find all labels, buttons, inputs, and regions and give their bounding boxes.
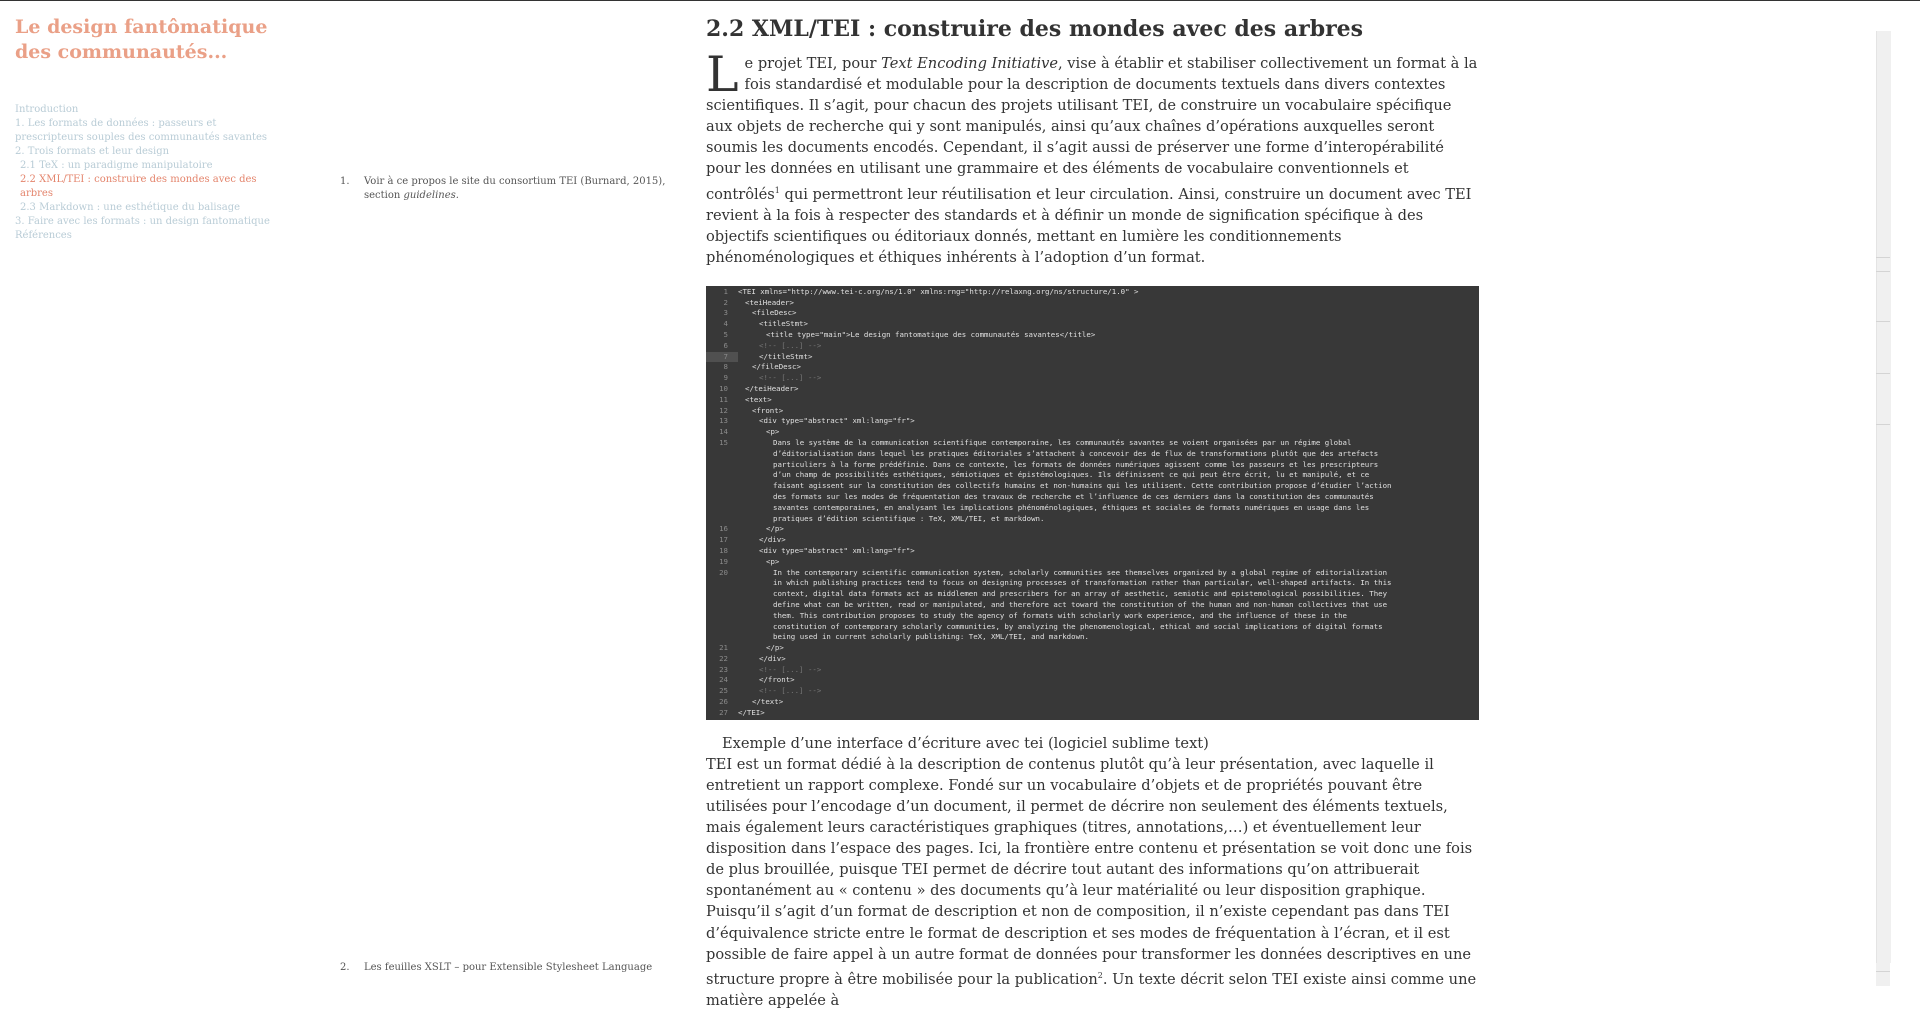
code-line <box>706 416 1479 427</box>
code-line <box>706 622 1479 633</box>
line-number: 3 <box>723 308 728 318</box>
line-number: 11 <box>719 394 728 404</box>
code-text: </p> <box>766 643 784 653</box>
code-text: faisant agissent sur la constitution des collectifs humains et non-humains qui les utilisent. Cette contribution propose d’étudier l’action <box>773 481 1392 491</box>
line-number: 7 <box>706 352 738 363</box>
code-text: them. This contribution proposes to study the agency of formats with scholarly work experience, and the influence of these in the <box>773 610 1347 620</box>
line-number: 5 <box>723 329 728 339</box>
code-text: <p> <box>766 427 780 437</box>
code-text: being used in current scholarly publishing: TeX, XML/TEI, and markdown. <box>773 632 1089 642</box>
code-line <box>706 632 1479 643</box>
toc-item[interactable]: Introduction <box>15 104 79 115</box>
code-line <box>706 675 1479 686</box>
sidenote-number: 1. <box>340 176 350 187</box>
line-number: 25 <box>719 686 728 696</box>
line-number: 6 <box>723 340 728 350</box>
code-text: <fileDesc> <box>752 308 797 318</box>
code-text: particuliers à la forme prédéfinie. Dans ce contexte, les formats de données numériques agissent comme les passeurs et les prescripteurs <box>773 459 1379 469</box>
code-line <box>706 481 1479 492</box>
line-number: 16 <box>719 524 728 534</box>
code-line <box>706 643 1479 654</box>
code-text: <front> <box>752 405 784 415</box>
footnote-ref-2[interactable]: 2 <box>1097 970 1103 980</box>
code-line <box>706 600 1479 611</box>
code-line <box>706 395 1479 406</box>
line-number: 1 <box>723 286 728 296</box>
line-number: 24 <box>719 675 728 685</box>
line-number <box>706 514 738 525</box>
toc-item[interactable]: 3. Faire avec les formats : un design fantomatique <box>15 216 270 227</box>
code-line <box>706 578 1479 589</box>
line-number <box>706 622 738 633</box>
drop-cap: L <box>706 46 739 103</box>
code-text: </teiHeader> <box>745 383 799 393</box>
code-line <box>706 362 1479 373</box>
code-line <box>706 308 1479 319</box>
code-text: <div type="abstract" xml:lang="fr"> <box>759 545 915 555</box>
code-line <box>706 330 1479 341</box>
toc-title[interactable]: Le design fantômatique des communautés... <box>15 16 268 63</box>
line-number: 27 <box>719 707 728 717</box>
code-line <box>706 406 1479 417</box>
code-line <box>706 535 1479 546</box>
code-line <box>706 686 1479 697</box>
line-number <box>706 632 738 643</box>
code-text: <titleStmt> <box>759 319 808 329</box>
line-number: 4 <box>723 319 728 329</box>
code-text: </div> <box>759 535 786 545</box>
code-line <box>706 589 1479 600</box>
code-line <box>706 514 1479 525</box>
paragraph-2: TEI est un format dédié à la description de contenus plutôt qu’à leur présentation, avec laquelle il entretient un rapport complexe. Fondé sur un vocabulaire d’objets et de propriétés pouvant être utilisées pour l’encodage d’un document, il permet de décrire non seulement des éléments textuels, mais également leurs caractéristiques graphiques (titres, annotations,…) et éventuellement leur disposition dans l’espace des pages. Ici, la frontière entre contenu et présentation se voit donc une fois de plus brouillée, puisque TEI permet de décrire tout autant des informations qu’on attribuerait spontanément au « contenu » des documents qu’à leur matérialité ou leur disposition graphique. Puisqu’il s’agit d’un format de description et non de composition, il n’existe cependant pas dans TEI d’équivalence stricte entre le format de description et ses modes de fréquentation à l’écran, et il est possible de faire appel à un autre format de données pour transformer les données descriptives en une structure propre à être mobilisée pour la publication$^2$. Un texte décrit selon TEI existe ainsi comme une matière appelée à <box>706 755 1477 1009</box>
code-text: <TEI xmlns="http://www.tei-c.org/ns/1.0" xmlns:rng="http://relaxng.org/ns/structure/1.0" > <box>738 286 1139 296</box>
code-text: In the contemporary scientific communication system, scholarly communities see themselves organized by a global regime of editorialization <box>773 567 1388 577</box>
code-text: </TEI> <box>738 707 765 717</box>
paragraph-1: Le projet TEI, pour Text Encoding Initiative, vise à établir et stabiliser collectivement un format à la fois standardisé et modulable pour la description de documents textuels dans divers contextes scientifiques. Il s’agit, pour chacun des projets utilisant TEI, de construire un vocabulaire spécifique aux objets de recherche qui y sont manipulés, ainsi qu’aux chaînes d’opérations auxquelles seront soumis les documents encodés. Cependant, il s’agit aussi de préserver une forme d’interopérabilité pour les données en utilisant une grammaire et des éléments de vocabulaire conventionnels et contrôlés$^1$ qui permettront leur réutilisation et leur circulation. Ainsi, construire un document avec TEI revient à la fois à respecter des standards et à définir un monde de signification spécifique à des objectifs scientifiques ou éditoriaux donnés, mettant en lumière les conditionnements phénoménologiques et éthiques inhérents à l’adoption d’un format. <box>706 46 1478 266</box>
code-text: savantes contemporaines, en analysant les implications phénoménologiques, éthiques et sociales de formats numériques en usage dans les <box>773 502 1370 512</box>
code-line <box>706 438 1479 449</box>
code-line <box>706 557 1479 568</box>
line-number <box>706 589 738 600</box>
code-lines <box>706 286 1479 719</box>
code-text: context, digital data formats act as middlemen and prescribers for an array of aesthetic, semiotic and epistemological possibilities. They <box>773 589 1388 599</box>
code-text: pratiques d’édition scientifique : TeX, XML/TEI, et markdown. <box>773 513 1045 523</box>
line-number <box>706 470 738 481</box>
code-line <box>706 524 1479 535</box>
line-number: 21 <box>719 643 728 653</box>
line-number: 23 <box>719 664 728 674</box>
line-number <box>706 503 738 514</box>
toc-item[interactable]: 2.2 XML/TEI : construire des mondes avec des arbres <box>20 174 257 199</box>
code-screenshot <box>706 286 1479 720</box>
sidenote-2 <box>340 961 652 975</box>
figure-caption: Exemple d’une interface d’écriture avec tei (logiciel sublime text) <box>722 734 1209 752</box>
code-line <box>706 373 1479 384</box>
code-text: <!-- [...] --> <box>759 686 822 696</box>
code-text: <title type="main">Le design fantomatique des communautés savantes</title> <box>766 329 1096 339</box>
line-number: 18 <box>719 545 728 555</box>
code-text: </div> <box>759 653 786 663</box>
toc-item[interactable]: 2.3 Markdown : une esthétique du balisage <box>20 202 241 213</box>
line-number <box>706 611 738 622</box>
code-line <box>706 427 1479 438</box>
line-number <box>706 600 738 611</box>
code-text: Dans le système de la communication scientifique contemporaine, les communautés savantes se voient organisées par un régime global <box>773 437 1352 447</box>
toc-item[interactable]: 2. Trois formats et leur design <box>15 146 170 157</box>
code-text: </p> <box>766 524 784 534</box>
toc-item[interactable]: 2.1 TeX : un paradigme manipulatoire <box>20 160 213 171</box>
line-number: 20 <box>719 567 728 577</box>
table-of-contents <box>15 15 285 243</box>
sidenote-1 <box>340 175 680 203</box>
line-number <box>706 578 738 589</box>
code-text: </text> <box>752 697 784 707</box>
code-text: d’éditorialisation dans lequel les pratiques éditoriales s’attachent à concevoir des de flux de transformations plutôt que des artefacts <box>773 448 1379 458</box>
code-line <box>706 611 1479 622</box>
line-number: 12 <box>719 405 728 415</box>
code-line <box>706 449 1479 460</box>
toc-item[interactable]: 1. Les formats de données : passeurs et prescripteurs souples des communautés savantes <box>15 118 268 143</box>
sidenote-text: Voir à ce propos le site du consortium TEI (Burnard, 2015), section guidelines. <box>364 176 666 201</box>
line-number: 10 <box>719 383 728 393</box>
line-number: 2 <box>723 297 728 307</box>
line-number: 14 <box>719 427 728 437</box>
line-number: 13 <box>719 416 728 426</box>
code-line <box>706 352 1479 363</box>
article-main <box>706 15 1479 1011</box>
code-text: des formats sur les modes de fréquentation des travaux de recherche et l’influence de ces derniers dans la constitution des communautés <box>773 491 1374 501</box>
line-number: 26 <box>719 697 728 707</box>
code-line <box>706 298 1479 309</box>
code-line <box>706 384 1479 395</box>
code-line <box>706 503 1479 514</box>
code-line <box>706 546 1479 557</box>
code-line <box>706 319 1479 330</box>
line-number: 15 <box>719 437 728 447</box>
sidenotes <box>340 1 680 986</box>
code-text: </front> <box>759 675 795 685</box>
code-line <box>706 708 1479 719</box>
code-text: <text> <box>745 394 772 404</box>
code-text: define what can be written, read or manipulated, and therefore act toward the constitution of the human and non-human collectives that use <box>773 599 1388 609</box>
code-line <box>706 665 1479 676</box>
code-text: constitution of contemporary scholarly communities, by analyzing the phenomenological, ethical and social implications of digital formats <box>773 621 1383 631</box>
sidenote-number: 2. <box>340 962 350 973</box>
section-heading: 2.2 XML/TEI : construire des mondes avec des arbres <box>706 16 1364 42</box>
code-line <box>706 697 1479 708</box>
sidenote-text: Les feuilles XSLT – pour Extensible Stylesheet Language <box>364 962 653 973</box>
code-text: <!-- [...] --> <box>759 340 822 350</box>
code-text: <!-- [...] --> <box>759 373 822 383</box>
toc-list <box>15 103 285 243</box>
footnote-ref-1[interactable]: 1 <box>774 185 780 195</box>
code-line <box>706 460 1479 471</box>
code-line <box>706 654 1479 665</box>
code-text: <!-- [...] --> <box>759 664 822 674</box>
line-number: 17 <box>719 535 728 545</box>
line-number: 9 <box>723 373 728 383</box>
code-line <box>706 341 1479 352</box>
line-number: 19 <box>719 556 728 566</box>
code-line <box>706 287 1479 298</box>
code-text: <teiHeader> <box>745 297 794 307</box>
code-text: </titleStmt> <box>759 351 813 361</box>
vertical-scrollbar[interactable] <box>1876 31 1890 986</box>
code-line <box>706 470 1479 481</box>
line-number <box>706 481 738 492</box>
code-line <box>706 492 1479 503</box>
code-text: <div type="abstract" xml:lang="fr"> <box>759 416 915 426</box>
toc-item[interactable]: Références <box>15 230 72 241</box>
code-line <box>706 568 1479 579</box>
line-number: 22 <box>719 653 728 663</box>
code-text: </fileDesc> <box>752 362 801 372</box>
scrollbar-thumb[interactable] <box>1876 31 1891 963</box>
line-number <box>706 492 738 503</box>
line-number: 8 <box>723 362 728 372</box>
code-text: <p> <box>766 556 780 566</box>
line-number <box>706 449 738 460</box>
line-number <box>706 460 738 471</box>
code-text: in which publishing practices tend to focus on designing processes of transformation rather than particular, well-shaped artifacts. In this <box>773 578 1392 588</box>
code-text: d’un champ de possibilités esthétiques, sémiotiques et épistémologiques. Ils définissent ce qui peut être écrit, lu et manipulé, et ce <box>773 470 1370 480</box>
